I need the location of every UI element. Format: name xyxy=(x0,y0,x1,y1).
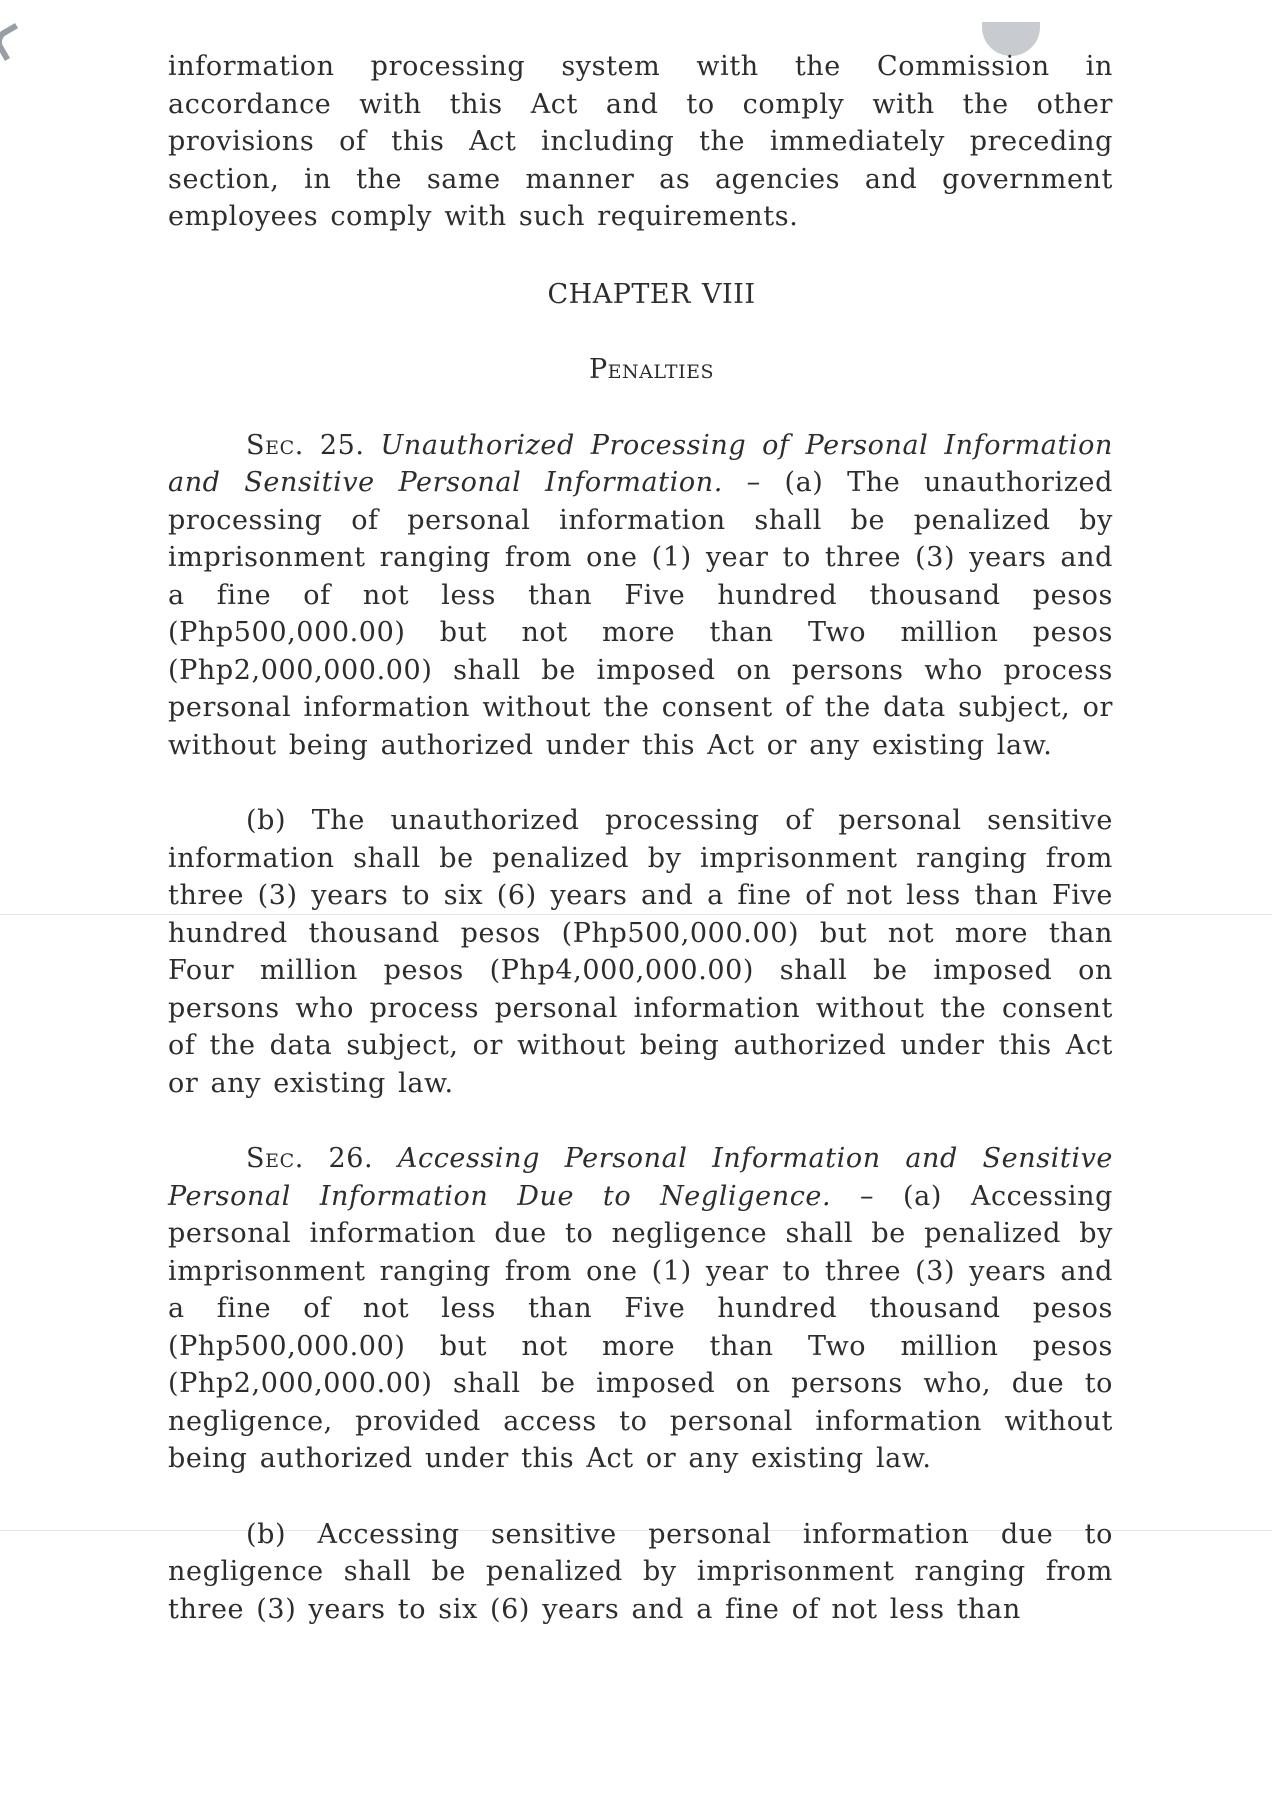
chapter-title: Penalties xyxy=(588,354,714,385)
document-body xyxy=(168,48,1113,1628)
section-25-text-a: (a) The unauthorized processing of personal information shall be penalized by imprisonment ranging from one (1) year to three (3) years and a fine of not less than Five hundred thousand pesos (Php500,000.00) but not more than Two million pesos (Php2,000,000.00) shall be imposed on persons who process personal information without the consent of the data subject, or without being authorized under this Act or any existing law. xyxy=(168,467,1113,761)
section-26-paragraph-a xyxy=(168,1140,1113,1478)
intro-paragraph: information processing system with the Commission in accordance with this Act and to comply with the other provisions of this Act including the immediately preceding section, in the same manner as agencies and government employees comply with such requirements. xyxy=(168,51,1113,232)
section-25-label: Sec. 25. xyxy=(246,429,365,461)
chapter-heading: CHAPTER VIII xyxy=(547,278,756,310)
section-26-label: Sec. 26. xyxy=(246,1143,374,1174)
page-corner-mark xyxy=(0,23,29,61)
section-25-paragraph-b: (b) The unauthorized processing of personal sensitive information shall be penalized by imprisonment ranging from three (3) years to six (6) years and a fine of not less than Five hundred thousand pesos (Php500,000.00) but not more than Four million pesos (Php4,000,000.00) shall be imposed on persons who process personal information without the consent of the data subject, or without being authorized under this Act or any existing law. xyxy=(168,805,1113,1099)
section-26-paragraph-b: (b) Accessing sensitive personal information due to negligence shall be penalized by imprisonment ranging from three (3) years to six (6) years and a fine of not less than xyxy=(168,1518,1113,1625)
section-25-dash: – xyxy=(722,467,785,498)
section-26-title: Accessing Personal Information and Sensitive Personal Information Due to Negligence. xyxy=(168,1143,1114,1212)
section-26-text-a: (a) Accessing personal information due to negligence shall be penalized by imprisonment ranging from one (1) year to three (3) years and a fine of not less than Five hundred thousand pesos (Php500,000.00) but not more than Two million pesos (Php2,000,000.00) shall be imposed on persons who, due to negligence, provided access to personal information without being authorized under this Act or any existing law. xyxy=(168,1180,1113,1474)
section-26-dash: – xyxy=(831,1180,904,1212)
section-25-title: Unauthorized Processing of Personal Information and Sensitive Personal Information. xyxy=(168,429,1113,498)
section-25-paragraph-a xyxy=(168,427,1113,765)
